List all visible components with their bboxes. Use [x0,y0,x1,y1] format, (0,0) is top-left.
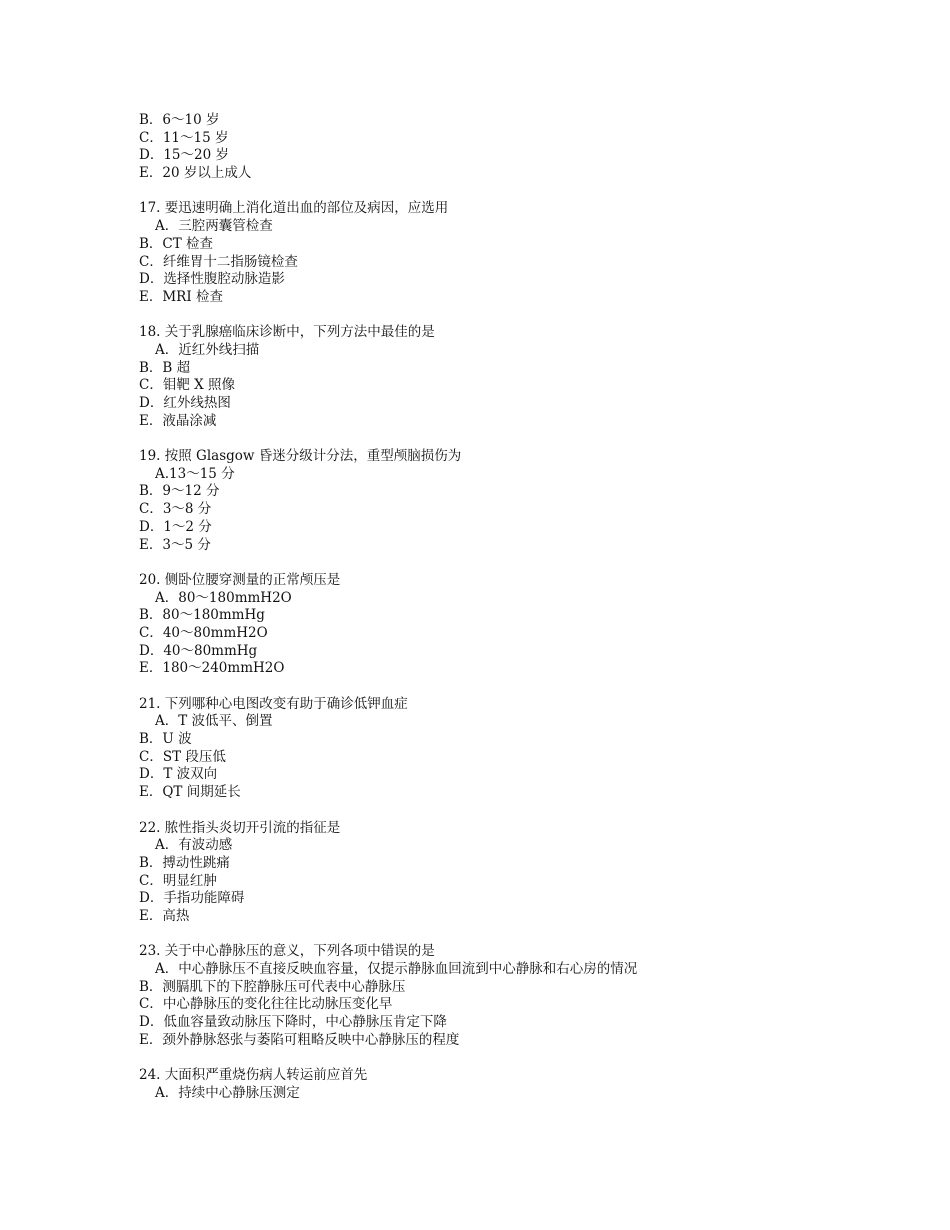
option-e: E．3～5 分 [139,536,211,553]
option-a: A．三腔两囊管检查 [155,218,273,235]
question-stem: 24. 大面积严重烧伤病人转运前应首先 [139,1067,368,1084]
option-c: C．3～8 分 [139,501,212,518]
option-a: A．80～180mmH2O [155,589,292,606]
question-stem: 18. 关于乳腺癌临床诊断中，下列方法中最佳的是 [139,324,435,341]
question-stem: 21. 下列哪种心电图改变有助于确诊低钾血症 [139,695,408,712]
spacer [139,678,929,696]
spacer [139,307,929,325]
question-22 [139,820,929,926]
spacer [139,183,929,201]
spacer [139,430,929,448]
option-b: B．U 波 [139,731,192,748]
option-c: C．40～80mmH2O [139,624,268,641]
option-c: C．纤维胃十二指肠镜检查 [139,253,298,270]
option-d: D．低血容量致动脉压下降时，中心静脉压肯定下降 [139,1014,447,1031]
option-b: B．CT 检查 [139,235,214,252]
option-e: E．颈外静脉怒张与萎陷可粗略反映中心静脉压的程度 [139,1031,460,1048]
option-a: A.13～15 分 [155,465,235,482]
option-e: E．液晶涂减 [139,412,217,429]
question-stem: 19. 按照 Glasgow 昏迷分级计分法，重型颅脑损伤为 [139,448,462,465]
option-d: D．手指功能障碍 [139,890,245,907]
option-b: B．搏动性跳痛 [139,854,230,871]
spacer [139,802,929,820]
option-c: C．明显红肿 [139,872,217,889]
option-d: D．选择性腹腔动脉造影 [139,271,285,288]
option: E．20 岁以上成人 [139,165,252,182]
question-20 [139,572,929,678]
question-24 [139,1067,929,1102]
option-a: A．持续中心静脉压测定 [155,1084,300,1101]
option-e: E．MRI 检查 [139,288,223,305]
option-d: D．40～80mmHg [139,642,258,659]
option: C．11～15 岁 [139,129,229,146]
spacer [139,1049,929,1067]
spacer [139,554,929,572]
option-e: E．QT 间期延长 [139,784,241,801]
option-c: C．钼靶 X 照像 [139,377,236,394]
question-stem: 23. 关于中心静脉压的意义，下列各项中错误的是 [139,943,435,960]
option-d: D．1～2 分 [139,518,212,535]
option-a: A．近红外线扫描 [155,341,260,358]
question-21 [139,696,929,802]
option-b: B．B 超 [139,359,191,376]
option-c: C．中心静脉压的变化往往比动脉压变化早 [139,996,393,1013]
question-stem: 22. 脓性指头炎切开引流的指征是 [139,819,341,836]
option-a: A．T 波低平、倒置 [155,713,273,730]
question-stem: 20. 侧卧位腰穿测量的正常颅压是 [139,571,341,588]
spacer [139,926,929,944]
question-stem: 17. 要迅速明确上消化道出血的部位及病因，应选用 [139,200,449,217]
option: D．15～20 岁 [139,147,229,164]
option-d: D．T 波双向 [139,766,218,783]
question-18 [139,324,929,430]
question-23 [139,943,929,1049]
option-d: D．红外线热图 [139,395,231,411]
option-a: A．有波动感 [155,837,233,854]
leading-options [139,112,929,183]
option-a: A．中心静脉压不直接反映血容量，仅提示静脉血回流到中心静脉和右心房的情况 [155,961,638,977]
option-e: E．180～240mmH2O [139,660,285,677]
option-e: E．高热 [139,907,190,924]
option-b: B．测膈肌下的下腔静脉压可代表中心静脉压 [139,978,406,995]
question-19 [139,448,929,554]
option-b: B．9～12 分 [139,483,220,500]
option-c: C．ST 段压低 [139,748,226,765]
option: B．6～10 岁 [139,112,220,128]
question-17 [139,200,929,306]
document-page [139,112,929,1103]
option-b: B．80～180mmHg [139,607,265,624]
